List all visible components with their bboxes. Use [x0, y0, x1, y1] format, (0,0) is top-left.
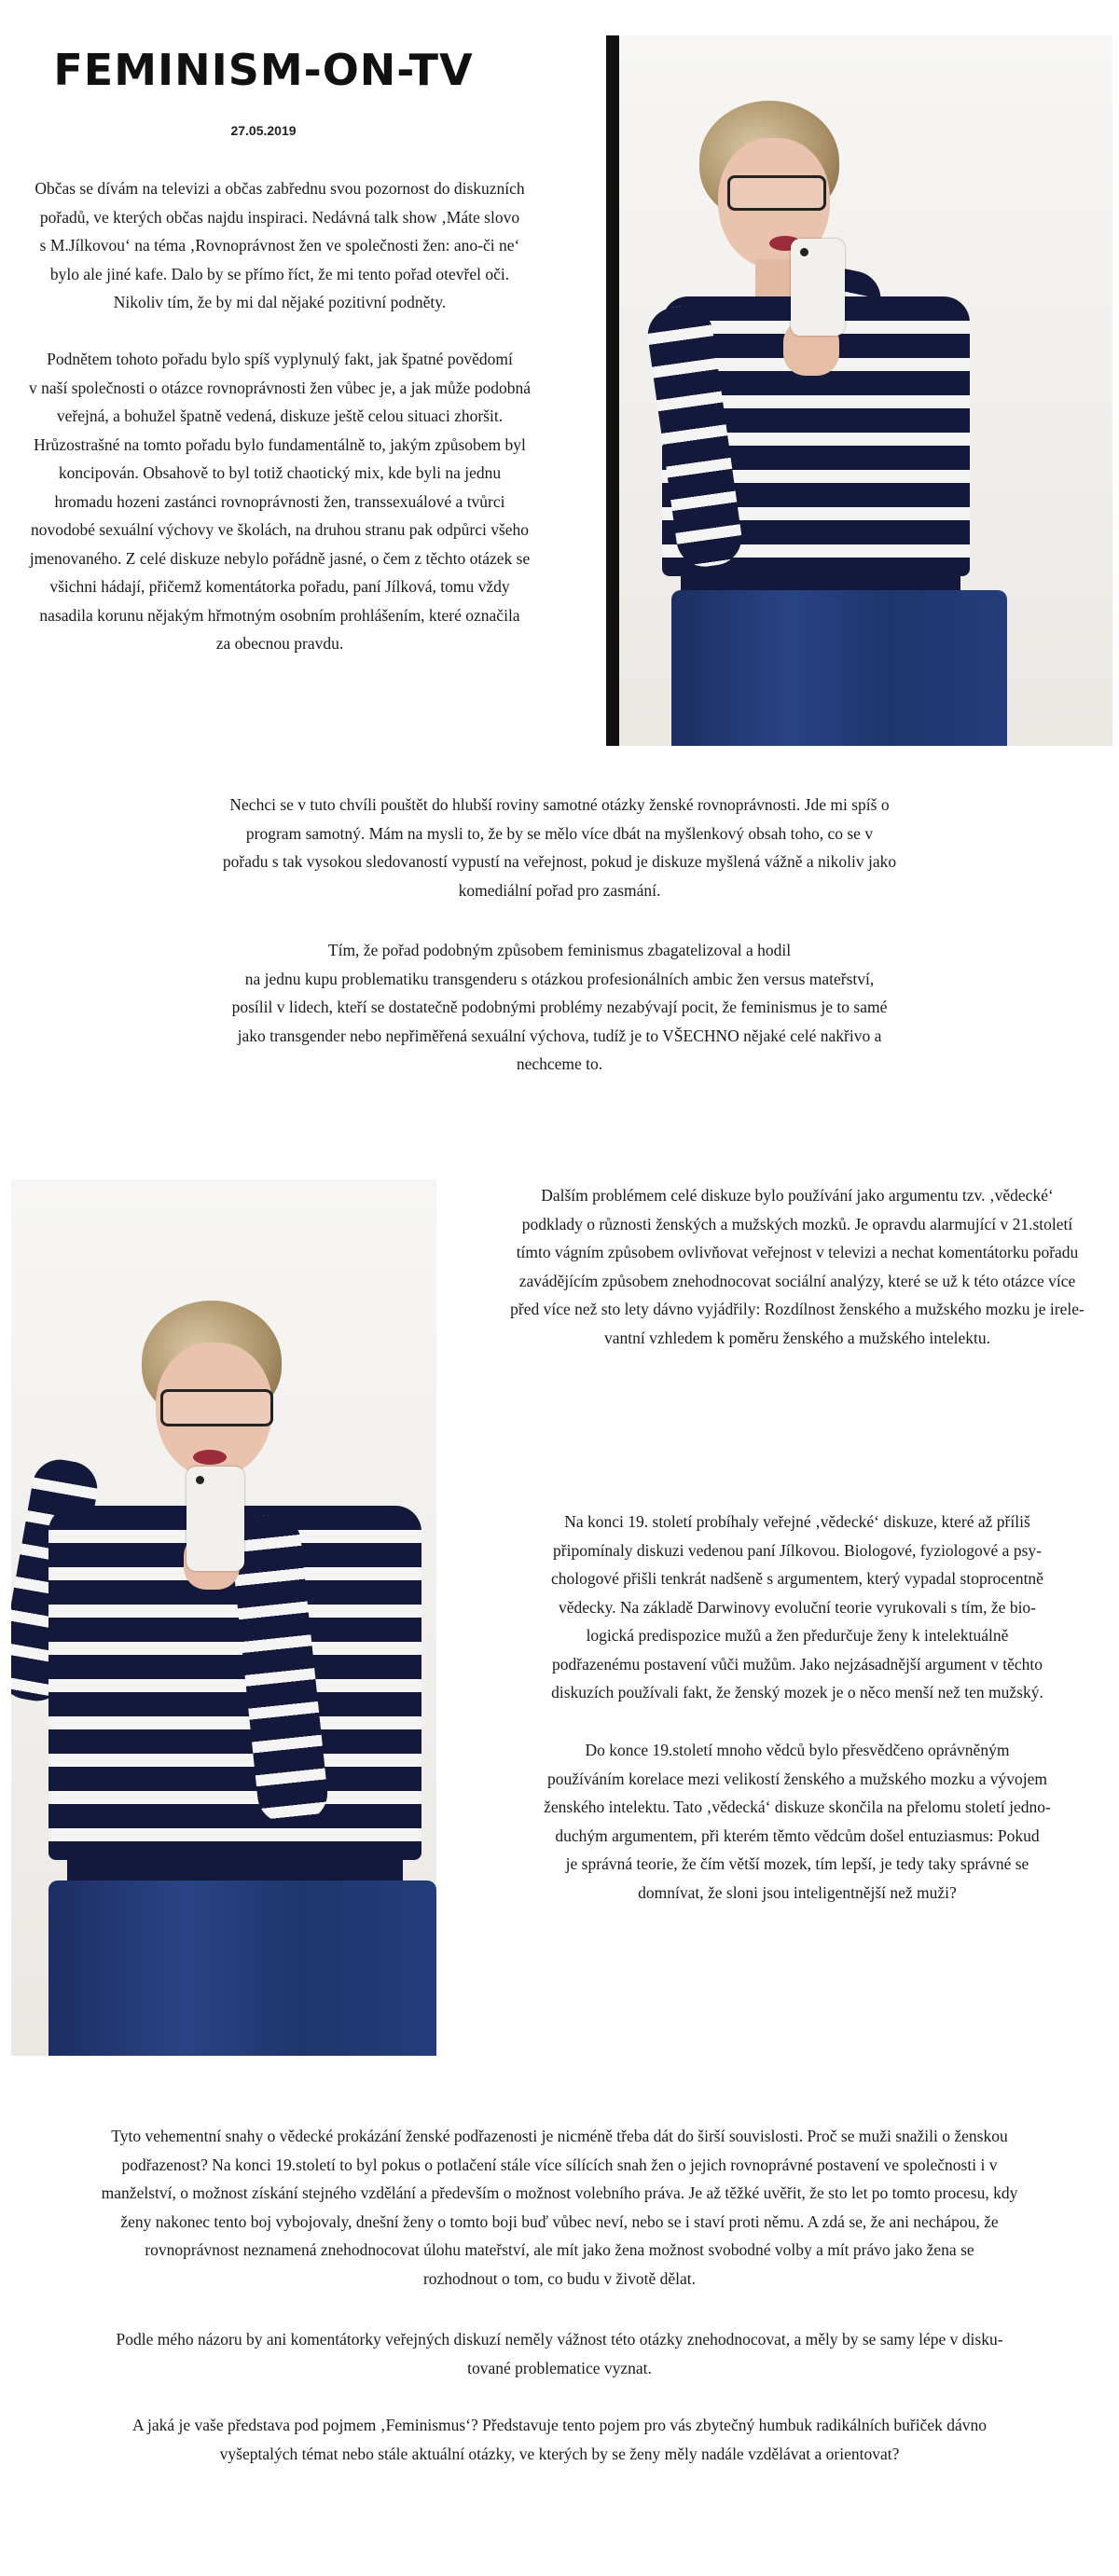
text-line: Občas se dívám na televizi a občas zabřednu svou pozornost do diskuzních: [35, 179, 525, 198]
text-line: ženy nakonec tento boj vybojovaly, dnešní ženy o tomto boji buď vůbec neví, nebo se i staví proti němu. A zdá se, že ani nechápou, že: [120, 2211, 999, 2231]
text-line: jako transgender nebo nepřiměřená sexuální výchova, tudíž je to VŠECHNO nějaké celé nakřivo a: [237, 1026, 882, 1045]
text-line: Nikoliv tím, že by mi dal nějaké pozitivní podněty.: [113, 293, 447, 311]
text-line: nasadila korunu nějakým hřmotným osobním prohlášením, které označila: [39, 605, 520, 625]
text-line: vyšeptalých témat nebo stále aktuální otázky, ve kterých by se ženy měly nadále vzdělávat a orientovat?: [219, 2444, 900, 2463]
text-line: rozhodnout o tom, co budu v životě dělat.: [422, 2268, 697, 2288]
right-paragraph-3: [476, 1736, 1119, 1907]
intro-paragraph-1: [5, 174, 555, 317]
text-line: Tyto vehementní snahy o vědecké prokázání ženské podřazenosti je nicméně třeba dát do širší souvislosti. Proč se muži snažili o ženskou: [111, 2127, 1008, 2145]
text-line: Dalším problémem celé diskuze bylo používání jako argumentu tzv. ‚vědecké‘: [541, 1186, 1054, 1205]
text-line: posílil v lidech, kteří se dostatečně podobnými problémy nezabývají pocit, že feminismus je to samé: [231, 998, 888, 1016]
text-line: vědecky. Na základě Darwinovy evoluční teorie vyrukovali s tím, že bio-: [558, 1597, 1037, 1617]
intro-paragraph-2: [5, 345, 555, 658]
text-line: podklady o různosti ženských a mužských mozků. Je opravdu alarmující v 21.století: [521, 1214, 1073, 1233]
text-line: tímto vágním způsobem ovlivňovat veřejnost v televizi a nechat komentátorku pořadu: [516, 1243, 1079, 1261]
photo-frame-shadow: [606, 35, 619, 746]
text-line: Podle mého názoru by ani komentátorky veřejných diskuzí neměly vážnost této otázky znehodnocovat, a měly by se samy lépe v disku-: [116, 2330, 1003, 2349]
bottom-paragraph-2: [19, 2325, 1100, 2382]
glasses: [727, 175, 826, 211]
text-line: připomínaly diskuzi vedenou paní Jílkovou. Biologové, fyziologové a psy-: [553, 1540, 1042, 1560]
text-line: bylo ale jiné kafe. Dalo by se přímo říct, že mi tento pořad otevřel oči.: [49, 264, 510, 283]
text-line: všichni hádají, přičemž komentátorka pořadu, paní Jílková, tomu vždy: [49, 577, 510, 596]
text-line: podřazenost? Na konci 19.století to byl pokus o potlačení stále více sílících snah žen o jejich rovnoprávné postavení ve společnosti i v: [121, 2155, 998, 2174]
smartphone: [791, 239, 845, 336]
text-line: Do konce 19.století mnoho vědců bylo přesvědčeno oprávněným: [585, 1741, 1010, 1759]
text-line: domnívat, že sloni jsou inteligentnější než muži?: [638, 1882, 957, 1902]
text-line: pořadu s tak vysokou sledovaností vypustí na veřejnost, pokud je diskuze myšlená vážně a nikoliv jako: [222, 852, 897, 871]
text-line: Na konci 19. století probíhaly veřejné ‚vědecké‘ diskuze, které až příliš: [564, 1512, 1030, 1531]
text-line: vantní vzhledem k poměru ženského a mužského intelektu.: [603, 1328, 991, 1347]
right-paragraph-2: [476, 1508, 1119, 1707]
text-line: diskuzích používali fakt, že ženský mozek je o něco menší než ten mužský.: [551, 1683, 1043, 1701]
text-line: Nechci se v tuto chvíli pouštět do hlubší roviny samotné otázky ženské rovnoprávnosti. Jde mi spíš o: [229, 795, 890, 814]
text-line: hromadu hozeni zastánci rovnoprávnosti žen, transsexuálové a tvůrci: [54, 491, 505, 511]
text-line: pořadů, ve kterých občas najdu inspiraci. Nedávná talk show ‚Máte slovo: [39, 207, 520, 227]
text-line: novodobé sexuální výchovy ve školách, na druhou stranu pak odpůrci všeho: [30, 520, 530, 539]
text-line: tované problematice vyznat.: [467, 2358, 652, 2377]
text-line: ženského intelektu. Tato ‚vědecká‘ diskuze skončila na přelomu století jedno-: [544, 1798, 1051, 1816]
text-line: A jaká je vaše představa pod pojmem ‚Feminismus‘? Představuje tento pojem pro vás zbytečný humbuk radikálních buřiček dávno: [131, 2416, 988, 2434]
text-line: zavádějícím způsobem znehodnocovat sociální analýzy, které se už k této otázce více: [518, 1271, 1076, 1290]
navy-skirt: [48, 1880, 436, 2056]
text-line: Hrůzostrašné na tomto pořadu bylo fundamentálně to, jakým způsobem byl: [34, 434, 526, 454]
text-line: rovnoprávnost neznamená znehodnocovat úlohu mateřství, ale mít jako žena možnost svobodné volby a mít právo jako žena se: [145, 2240, 974, 2259]
page-title: FEMINISM-ON-TV: [53, 45, 474, 95]
text-line: program samotný. Mám na mysli to, že by se mělo více dbát na myšlenkový obsah toho, co se v: [245, 823, 874, 843]
text-line: na jednu kupu problematiku transgenderu s otázkou profesionálních ambic žen versus mateřství,: [244, 969, 875, 988]
text-line: podřazenému postavení vůči mužům. Jako nejzásadnější argument v těchto: [552, 1654, 1043, 1674]
text-line: veřejná, a bohužel špatně vedená, diskuze ještě celou situaci zhoršit.: [56, 406, 504, 425]
post-date: 27.05.2019: [230, 123, 297, 138]
text-line: před více než sto lety dávno vyjádřily: Rozdílnost ženského a mužského mozku je irele-: [510, 1300, 1084, 1318]
text-line: Podnětem tohoto pořadu bylo spíš vyplynulý fakt, jak špatné povědomí: [47, 350, 513, 368]
navy-skirt: [671, 590, 1007, 746]
middle-paragraph-2: [149, 936, 970, 1079]
smartphone: [186, 1467, 244, 1571]
text-line: používáním korelace mezi velikostí ženského a mužského mozku a vývojem: [546, 1769, 1047, 1788]
sweater-ribbing: [67, 1855, 403, 1883]
text-line: s M.Jílkovou‘ na téma ‚Rovnoprávnost žen ve společnosti žen: ano-či ne‘: [39, 236, 520, 255]
text-line: v naší společnosti o otázce rovnoprávnosti žen vůbec je, a jak může podobná: [29, 378, 531, 397]
article-photo-top: [606, 35, 1112, 746]
right-paragraph-1: [476, 1181, 1119, 1352]
phone-camera-icon: [800, 248, 808, 256]
text-line: manželství, o možnost získání stejného vzdělání a především o možnost volebního práva. Je až těžké uvěřit, že sto let po tomto procesu, kdy: [101, 2183, 1018, 2202]
text-line: koncipován. Obsahově to byl totiž chaotický mix, kde byli na jednu: [58, 463, 502, 482]
glasses: [160, 1389, 273, 1426]
text-line: duchým argumentem, při kterém těmto vědcům došel entuziasmus: Pokud: [555, 1825, 1040, 1845]
middle-paragraph-1: [149, 791, 970, 904]
text-line: jmenovaného. Z celé diskuze nebylo pořádně jasné, o čem z těchto otázek se: [29, 548, 531, 568]
bottom-paragraph-3: [19, 2411, 1100, 2468]
phone-camera-icon: [196, 1476, 204, 1484]
text-line: nechceme to.: [516, 1054, 603, 1073]
article-photo-middle: [11, 1179, 436, 2056]
bottom-paragraph-1: [19, 2122, 1100, 2293]
text-line: chologové přišli tenkrát nadšeně s argumentem, který vypadal stoprocentně: [551, 1569, 1043, 1588]
text-line: logická predispozice mužů a žen předurčuje ženy k intelektuálně: [586, 1626, 1009, 1645]
sweater-ribbing: [681, 567, 960, 593]
text-line: Tím, že pořad podobným způsobem feminismus zbagatelizoval a hodil: [327, 941, 792, 959]
text-line: komediální pořad pro zasmání.: [458, 880, 661, 900]
text-line: je správná teorie, že čím větší mozek, tím lepší, je tedy taky správné se: [565, 1854, 1029, 1873]
text-line: za obecnou pravdu.: [215, 634, 344, 653]
lips: [193, 1450, 227, 1465]
